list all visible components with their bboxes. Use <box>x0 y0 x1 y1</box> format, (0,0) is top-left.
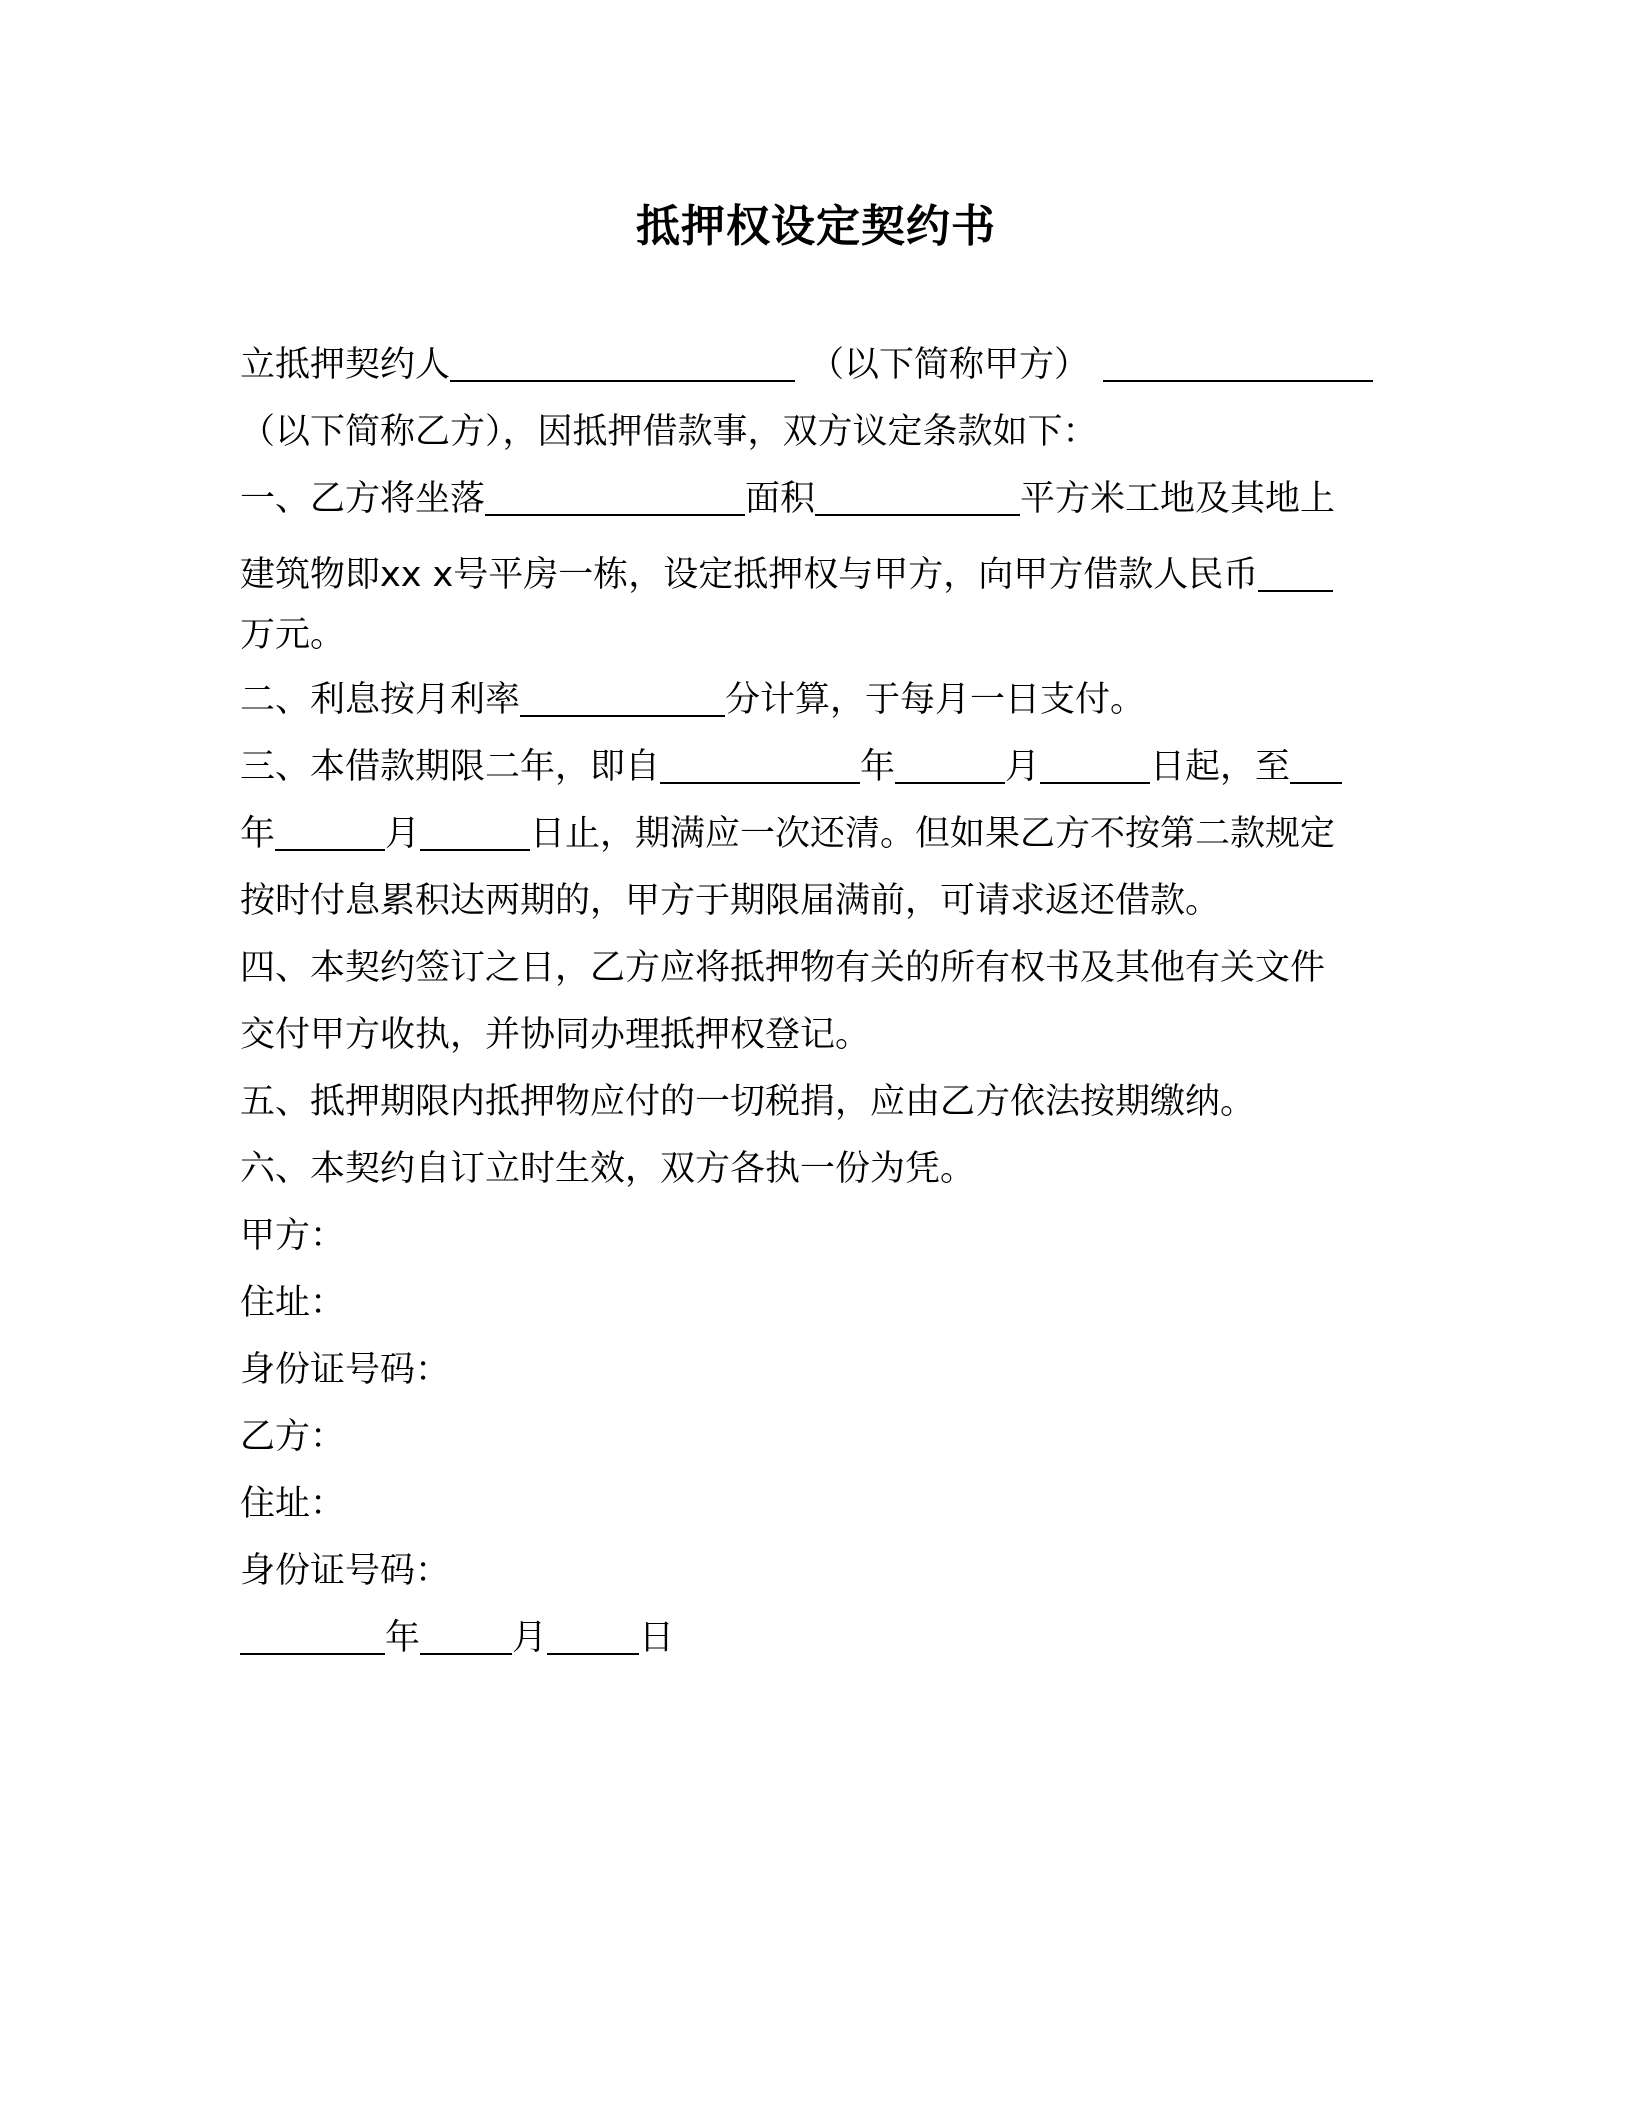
start-year-label: 年 <box>860 747 896 787</box>
location-blank[interactable] <box>485 476 745 516</box>
party-a-alias-text: （以下简称甲方） <box>809 345 1090 385</box>
signing-year-blank[interactable] <box>240 1615 385 1655</box>
line-clause-3 <box>240 737 1390 797</box>
line-clause-2 <box>240 670 1390 730</box>
signing-day-blank[interactable] <box>547 1615 639 1655</box>
signing-date-line <box>240 1608 1390 1668</box>
area-blank[interactable] <box>815 476 1020 516</box>
start-month-blank[interactable] <box>895 744 1005 784</box>
line-clause-3-cont <box>240 804 1390 864</box>
line-clause-4-cont: 交付甲方收执，并协同办理抵押权登记。 <box>240 1015 871 1055</box>
line-clause-6: 六、本契约自订立时生效，双方各执一份为凭。 <box>240 1149 976 1189</box>
end-year-blank[interactable] <box>1290 744 1342 784</box>
party-b-name-blank[interactable] <box>1103 342 1373 382</box>
party-a-name-blank[interactable] <box>450 342 795 382</box>
start-day-blank[interactable] <box>1040 744 1150 784</box>
clause-1-text-c: 平方米工地及其地上 <box>1020 479 1336 519</box>
line-clause-3-end: 按时付息累积达两期的，甲方于期限届满前，可请求返还借款。 <box>240 881 1221 921</box>
end-year-label: 年 <box>240 814 276 854</box>
party-a-address-label: 住址： <box>240 1283 346 1323</box>
end-day-blank[interactable] <box>420 811 530 851</box>
line-clause-5: 五、抵押期限内抵押物应付的一切税捐，应由乙方依法按期缴纳。 <box>240 1082 1256 1122</box>
start-day-label: 日起，至 <box>1150 747 1291 787</box>
clause-3-text-a: 三、本借款期限二年，即自 <box>240 747 661 787</box>
party-b-address-label: 住址： <box>240 1484 346 1524</box>
signing-day-label: 日 <box>639 1618 675 1658</box>
party-b-label: 乙方： <box>240 1417 346 1457</box>
line-clause-4: 四、本契约签订之日，乙方应将抵押物有关的所有权书及其他有关文件 <box>240 948 1326 988</box>
start-year-blank[interactable] <box>660 744 860 784</box>
line-contract-party <box>240 335 1390 395</box>
line-party-b-intro: （以下简称乙方），因抵押借款事，双方议定条款如下： <box>240 412 1098 452</box>
clause-1-text-d: 建筑物即xx x号平房一栋，设定抵押权与甲方，向甲方借款人民币 <box>240 555 1259 595</box>
signing-month-label: 月 <box>512 1618 548 1658</box>
contract-party-label: 立抵押契约人 <box>240 345 451 385</box>
clause-2-text-b: 分计算，于每月一日支付。 <box>725 680 1146 720</box>
line-clause-1-cont <box>240 545 1390 605</box>
clause-1-text-b: 面积 <box>745 479 816 519</box>
loan-amount-blank[interactable] <box>1258 552 1333 592</box>
party-a-label: 甲方： <box>240 1216 346 1256</box>
end-month-blank[interactable] <box>275 811 385 851</box>
party-b-id-label: 身份证号码： <box>240 1551 451 1591</box>
interest-rate-blank[interactable] <box>520 677 725 717</box>
clause-3-text-b: 日止，期满应一次还清。但如果乙方不按第二款规定 <box>530 814 1336 854</box>
end-month-label: 月 <box>385 814 421 854</box>
clause-1-text-a: 一、乙方将坐落 <box>240 479 486 519</box>
document-title: 抵押权设定契约书 <box>636 201 996 252</box>
signing-month-blank[interactable] <box>420 1615 512 1655</box>
party-a-id-label: 身份证号码： <box>240 1350 451 1390</box>
start-month-label: 月 <box>1005 747 1041 787</box>
line-clause-1-end: 万元。 <box>240 615 346 655</box>
signing-year-label: 年 <box>385 1618 421 1658</box>
line-clause-1 <box>240 469 1390 529</box>
clause-2-text-a: 二、利息按月利率 <box>240 680 521 720</box>
